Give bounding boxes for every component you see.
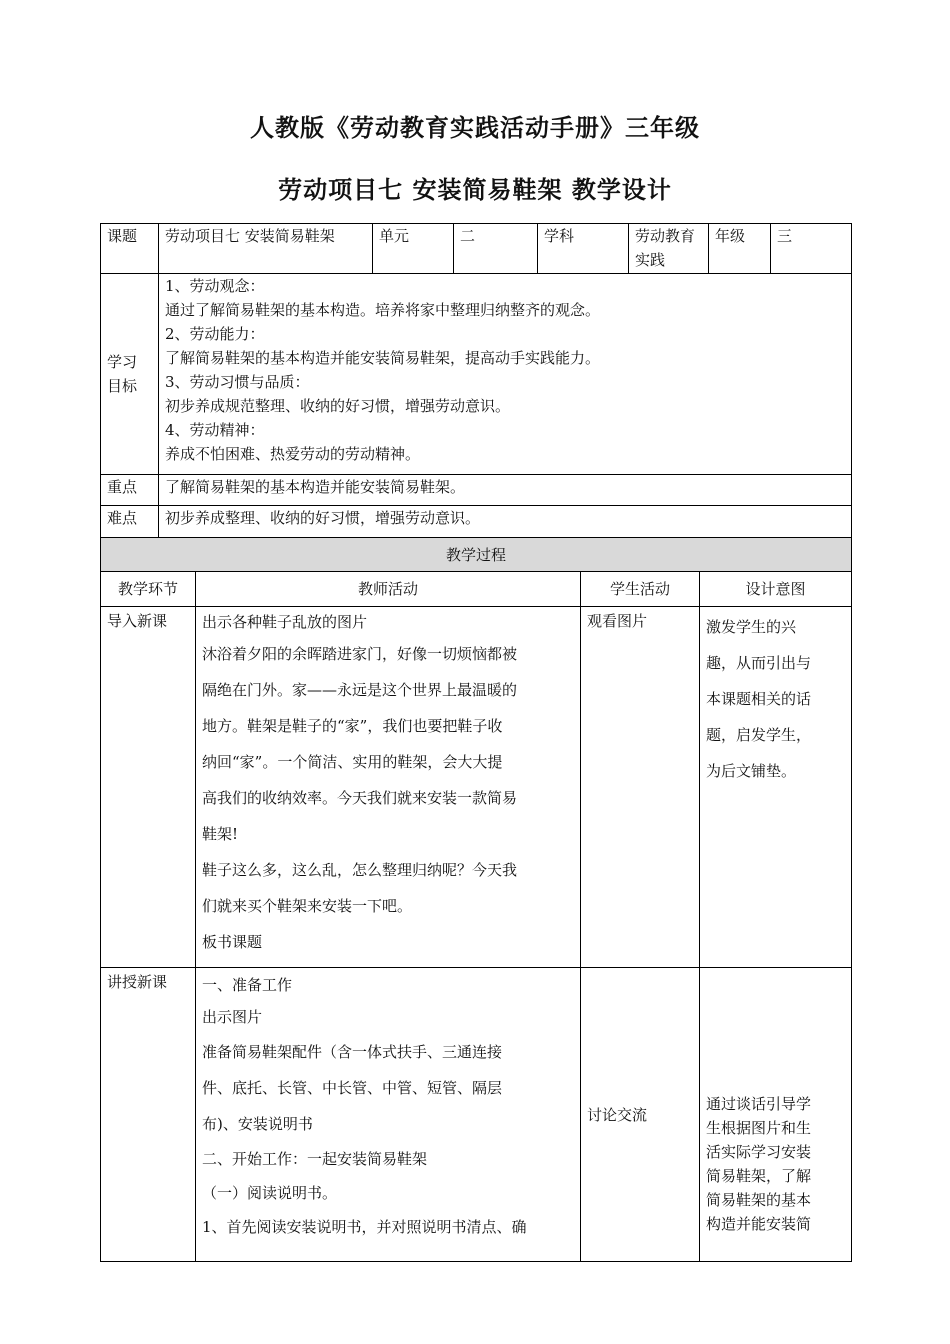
subject-value: 劳动教育实践 xyxy=(629,224,709,274)
teacher-activity-intro xyxy=(196,607,581,968)
teacher-line: （一）阅读说明书。 xyxy=(202,1184,338,1202)
header-teacher: 教师活动 xyxy=(196,572,581,607)
grade-value: 三 xyxy=(771,224,852,274)
header-intent: 设计意图 xyxy=(700,572,852,607)
intent-line: 为后文铺垫。 xyxy=(706,762,797,780)
teacher-line: 1、首先阅读安装说明书，并对照说明书清点、确 xyxy=(202,1218,527,1236)
student-activity-intro: 观看图片 xyxy=(581,607,700,968)
intent-line: 题，启发学生， xyxy=(706,726,812,744)
goal-line: 1、劳动观念： xyxy=(165,277,265,295)
key-label: 重点 xyxy=(101,475,159,506)
goal-line: 通过了解简易鞋架的基本构造。培养将家中整理归纳整齐的观念。 xyxy=(165,301,601,319)
teacher-line: 沐浴着夕阳的余晖踏进家门，好像一切烦恼都被 xyxy=(202,645,518,663)
teacher-line: 件、底托、长管、中长管、中管、短管、隔层 xyxy=(202,1079,503,1097)
intent-line: 通过谈话引导学 xyxy=(706,1095,812,1113)
intent-line: 激发学生的兴 xyxy=(706,618,797,636)
teacher-line: 出示各种鞋子乱放的图片 xyxy=(202,613,368,631)
goal-line: 3、劳动习惯与品质： xyxy=(165,373,310,391)
header-stage: 教学环节 xyxy=(101,572,196,607)
grade-label: 年级 xyxy=(709,224,771,274)
key-value: 了解简易鞋架的基本构造并能安装简易鞋架。 xyxy=(159,475,852,506)
goal-line: 了解简易鞋架的基本构造并能安装简易鞋架，提高动手实践能力。 xyxy=(165,349,601,367)
intent-line: 活实际学习安装 xyxy=(706,1143,812,1161)
teacher-line: 纳回“家”。一个简洁、实用的鞋架，会大大提 xyxy=(202,753,503,771)
teacher-line: 板书课题 xyxy=(202,933,263,951)
process-table xyxy=(100,537,852,1262)
document-title: 人教版《劳动教育实践活动手册》三年级 xyxy=(250,113,700,142)
teacher-line: 高我们的收纳效率。今天我们就来安装一款简易 xyxy=(202,789,518,807)
stage-new-lesson: 讲授新课 xyxy=(101,968,196,1262)
teacher-line: 一、准备工作 xyxy=(202,976,293,994)
goals-content xyxy=(159,274,852,475)
intent-line: 构造并能安装简 xyxy=(706,1215,812,1233)
unit-label: 单元 xyxy=(373,224,454,274)
teacher-line: 隔绝在门外。家——永远是这个世界上最温暖的 xyxy=(202,681,518,699)
teacher-line: 们就来买个鞋架来安装一下吧。 xyxy=(202,897,413,915)
teacher-line: 出示图片 xyxy=(202,1008,263,1026)
teacher-line: 准备简易鞋架配件（含一体式扶手、三通连接 xyxy=(202,1043,503,1061)
intent-line: 本课题相关的话 xyxy=(706,690,812,708)
teacher-line: 地方。鞋架是鞋子的“家”，我们也要把鞋子收 xyxy=(202,717,503,735)
design-intent-new-lesson xyxy=(700,968,852,1262)
topic-value: 劳动项目七 安装简易鞋架 xyxy=(159,224,373,274)
teacher-line: 鞋子这么多，这么乱，怎么整理归纳呢？今天我 xyxy=(202,861,518,879)
document-subtitle: 劳动项目七 安装简易鞋架 教学设计 xyxy=(278,175,672,204)
goals-label xyxy=(101,274,159,475)
header-student: 学生活动 xyxy=(581,572,700,607)
design-intent-intro xyxy=(700,607,852,968)
intent-line: 趣，从而引出与 xyxy=(706,654,812,672)
goal-line: 4、劳动精神： xyxy=(165,421,265,439)
goals-label-line: 目标 xyxy=(107,377,138,395)
goals-label-line: 学习 xyxy=(107,353,138,371)
process-section-title: 教学过程 xyxy=(101,538,852,572)
teacher-activity-new-lesson xyxy=(196,968,581,1262)
topic-label: 课题 xyxy=(101,224,159,274)
teacher-line: 二、开始工作：一起安装简易鞋架 xyxy=(202,1150,428,1168)
intent-line: 简易鞋架，了解 xyxy=(706,1167,812,1185)
goal-line: 初步养成规范整理、收纳的好习惯，增强劳动意识。 xyxy=(165,397,511,415)
stage-intro: 导入新课 xyxy=(101,607,196,968)
teacher-line: 鞋架! xyxy=(202,825,239,843)
info-table xyxy=(100,223,852,538)
difficulty-label: 难点 xyxy=(101,506,159,538)
goal-line: 2、劳动能力： xyxy=(165,325,265,343)
intent-line: 生根据图片和生 xyxy=(706,1119,812,1137)
unit-value: 二 xyxy=(454,224,538,274)
goal-line: 养成不怕困难、热爱劳动的劳动精神。 xyxy=(165,445,421,463)
student-activity-new-lesson: 讨论交流 xyxy=(581,968,700,1262)
difficulty-value: 初步养成整理、收纳的好习惯，增强劳动意识。 xyxy=(159,506,852,538)
teacher-line: 布)、安装说明书 xyxy=(202,1115,313,1133)
intent-line: 简易鞋架的基本 xyxy=(706,1191,812,1209)
subject-label: 学科 xyxy=(538,224,629,274)
